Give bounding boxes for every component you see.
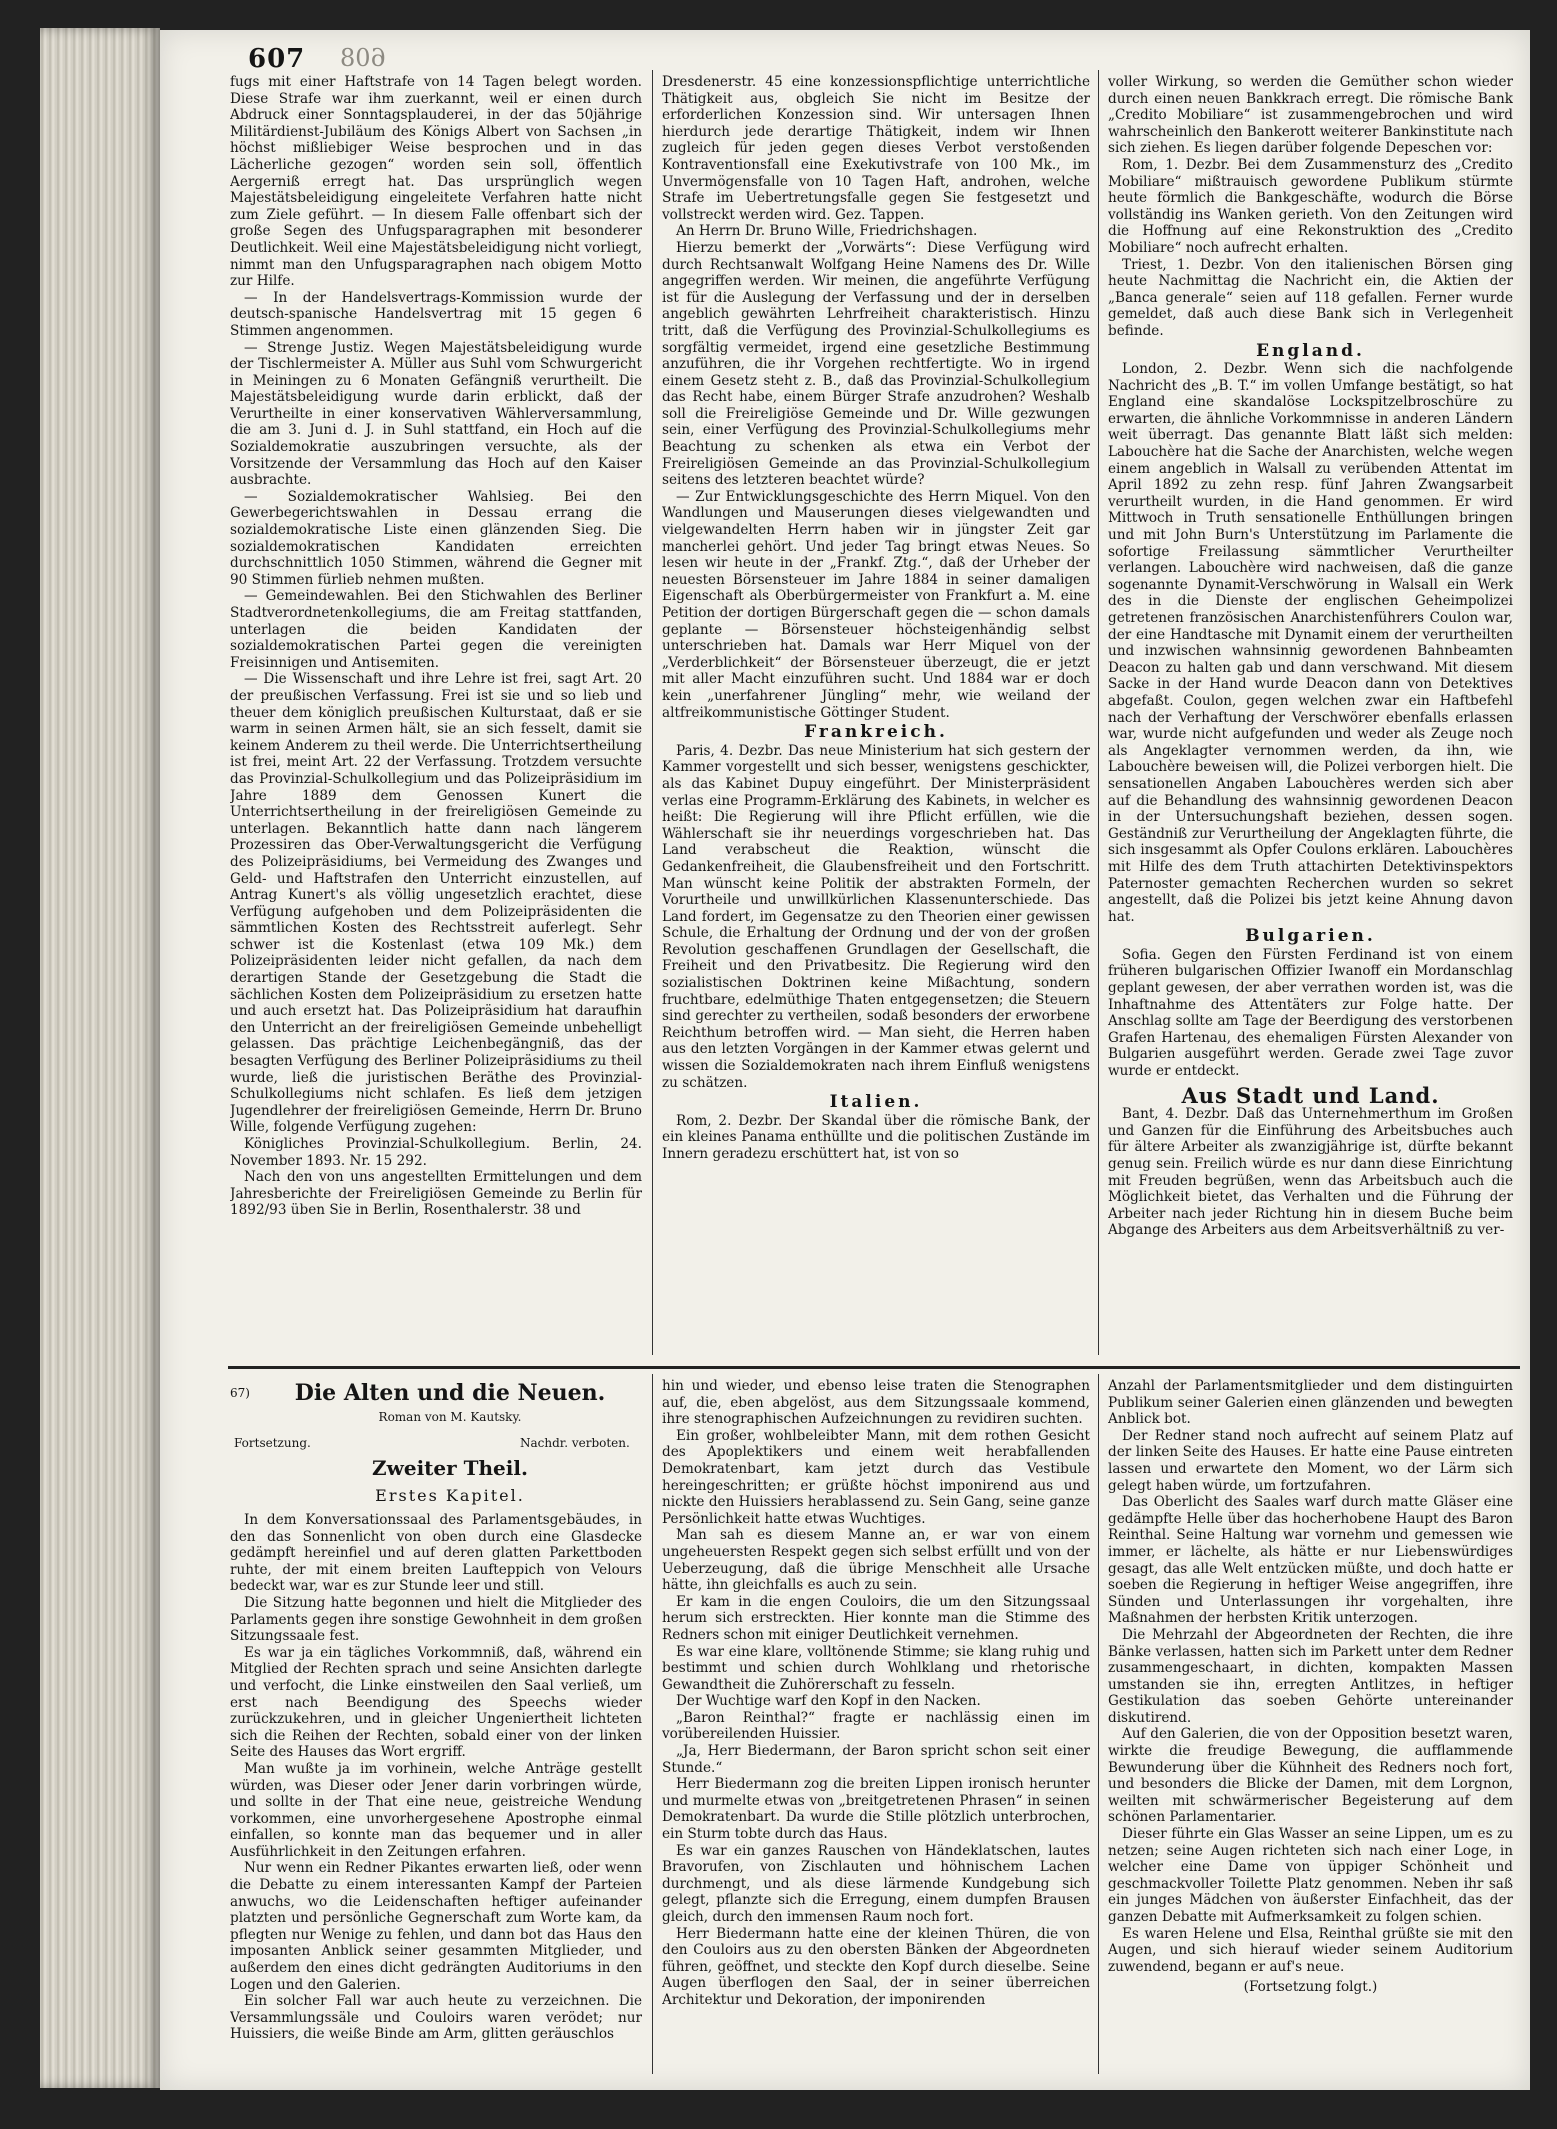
- installment-number: 67): [230, 1386, 250, 1400]
- paragraph: „Baron Reinthal?“ fragte er nachlässig einen im vorübereilenden Huissier.: [662, 1709, 1090, 1743]
- end-note: (Fortsetzung folgt.): [1243, 1979, 1378, 1996]
- paragraph: Es waren Helene und Elsa, Reinthal grüßte sie mit den Augen, und sich hierauf wieder seinem Auditorium zuwendend, begann er auf's neue.: [1108, 1925, 1513, 1975]
- feuilleton-title: Die Alten und die Neuen.: [294, 1380, 606, 1406]
- paragraph: Er kam in die engen Couloirs, die um den Sitzungssaal herum sich erstreckten. Hier konnte man die Stimme des Redners schon mit einiger Deutlichkeit vernehmen.: [662, 1593, 1090, 1643]
- paragraph: — Sozialdemokratischer Wahlsieg. Bei den Gewerbegerichtswahlen in Dessau errang die sozialdemokratische Liste einen glänzenden Sieg. Die sozialdemokratischen Kandidaten erreichten durchschnittlich 1050 Stimmen, während die Gegner mit 90 Stimmen fürlieb nehmen mußten.: [230, 488, 642, 588]
- paragraph: Anzahl der Parlamentsmitglieder und dem distinguirten Publikum seiner Galerien einen glänzenden und bewegten Anblick bot.: [1108, 1378, 1513, 1428]
- paragraph: voller Wirkung, so werden die Gemüther schon wieder durch einen neuen Bankkrach erregt. Die römische Bank „Credito Mobiliare“ ist zusammengebrochen und wird wahrscheinlich den Bankerott weiterer Bankinstitute nach sich ziehen. Es liegen darüber folgende Depeschen vor:: [1108, 74, 1513, 157]
- paragraph: Paris, 4. Dezbr. Das neue Ministerium hat sich gestern der Kammer vorgestellt und sich besser, wenigstens geschickter, als das Kabinet Dupuy eingeführt. Der Ministerpräsident verlas eine Programm-Erklärung des Kabinets, in welcher es heißt: Die Regierung will ihre Pflicht erfüllen, wie die Wählerschaft sie ihr neuerdings vorgeschrieben hat. Das Land verabscheut die Reaktion, wünscht die Gedankenfreiheit, die Glaubensfreiheit und den Fortschritt. Man wünscht keine Politik der abstrakten Formeln, der Vorurtheile und unwillkürlichen Klassenunterschiede. Das Land fordert, im Gegensatze zu den Theorien einer gewissen Schule, die Erhaltung der Ordnung und der von der großen Revolution geschaffenen Grundlagen der Gesellschaft, die Freiheit und den Privatbesitz. Die Regierung wird den sozialistischen Doktrinen keine Mißachtung, sondern fruchtbare, edelmüthige Thaten entgegensetzen; die Steuern sind gerechter zu vertheilen, sodaß besonders der erworbene Reichthum betroffen wird. — Man sieht, die Herren haben aus den letzten Vorgängen in der Kammer etwas gelernt und wissen die Sozialdemokraten nach ihrem Einfluß wenigstens zu schätzen.: [662, 742, 1090, 1091]
- mirrored-page-number: 608: [340, 44, 386, 72]
- newspaper-page: [160, 30, 1530, 2090]
- paragraph: Ein großer, wohlbeleibter Mann, mit dem rothen Gesicht des Apoplektikers und einem weit herabfallenden Demokratenbart, kam jetzt durch das Vestibule hereingeschritten; er grüßte höchst imponirend aus und nickte den Huissiers herablassend zu. Sein Gang, seine ganze Persönlichkeit hatte etwas Wuchtiges.: [662, 1427, 1090, 1527]
- paragraph: Herr Biedermann zog die breiten Lippen ironisch herunter und murmelte etwas von „breitgetretenen Phrasen“ in seinen Demokratenbart. Da wurde die Stille plötzlich unterbrochen, ein Sturm tobte durch das Haus.: [662, 1776, 1090, 1843]
- paragraph: Sofia. Gegen den Fürsten Ferdinand ist von einem früheren bulgarischen Offizier Iwanoff ein Mordanschlag geplant gewesen, der aber verrathen worden ist, was die Inhaftnahme des Attentäters zur Folge hatte. Der Anschlag sollte am Tage der Beerdigung des verstorbenen Grafen Hartenau, des ehemaligen Fürsten Alexander von Bulgarien ausgeführt werden. Gerade zwei Tage zuvor wurde er entdeckt.: [1108, 946, 1513, 1080]
- paragraph: Man wußte ja im vorhinein, welche Anträge gestellt würden, was Dieser oder Jener darin vorbringen würde, und sollte in der That eine neue, geistreiche Wendung vorkommen, eine unvorhergesehene Apostrophe einmal einfallen, so konnte man das bequemer und in aller Ausführlichkeit in den Zeitungen erfahren.: [230, 1760, 642, 1860]
- feuilleton-author: Roman von M. Kautsky.: [378, 1410, 522, 1424]
- paragraph: — Zur Entwicklungsgeschichte des Herrn Miquel. Von den Wandlungen und Mauserungen dieses vielgewandten und vielgewandelten Herrn haben wir in jüngster Zeit gar mancherlei gehört. Und jeder Tag bringt etwas Neues. So lesen wir heute in der „Frankf. Ztg.“, daß der Urheber der neuesten Börsensteuer im Jahre 1884 in seiner damaligen Eigenschaft als Oberbürgermeister von Frankfurt a. M. eine Petition der dortigen Bürgerschaft gegen die — schon damals geplante — Börsensteuer höchsteigenhändig selbst unterschrieben hat. Damals war Herr Miquel von der „Verderblichkeit“ der Börsensteuer überzeugt, die er jetzt mit aller Macht einzuführen sucht. Und 1884 war er doch kein „unerfahrener Jüngling“ mehr, wie weiland der altfreikommunistische Göttinger Student.: [662, 488, 1090, 721]
- rights-notice: Nachdr. verboten.: [520, 1436, 630, 1450]
- column-rule: [1098, 1374, 1099, 2074]
- section-heading-italien: Italien.: [829, 1092, 923, 1113]
- paragraph: Es war eine klare, volltönende Stimme; sie klang ruhig und bestimmt und schien durch Wohlklang und rhetorische Gewandtheit die Zuhörerschaft zu fesseln.: [662, 1643, 1090, 1693]
- paragraph: Die Mehrzahl der Abgeordneten der Rechten, die ihre Bänke verlassen, hatten sich im Parkett unter dem Redner zusammengeschaart, in dichten, kompakten Massen umstanden sie ihn, erregten Antlitzes, in heftiger Gestikulation das soeben Gehörte untereinander diskutirend.: [1108, 1626, 1513, 1726]
- paragraph: Es war ja ein tägliches Vorkommniß, daß, während ein Mitglied der Rechten sprach und seine Ansichten darlegte und verfocht, die Linke einstweilen den Saal verließ, um erst nach Beendigung des Speechs wieder zurückzukehren, und in gleicher Ungeniertheit lichteten sich die Reihen der Rechten, sobald einer von der linken Seite des Hauses das Wort ergriff.: [230, 1644, 642, 1761]
- paragraph: Der Redner stand noch aufrecht auf seinem Platz auf der linken Seite des Hauses. Er hatte eine Pause eintreten lassen und erwartete den Moment, wo der Lärm sich gelegt haben würde, um fortzufahren.: [1108, 1427, 1513, 1494]
- paragraph: Königliches Provinzial-Schulkollegium. Berlin, 24. November 1893. Nr. 15 292.: [230, 1136, 642, 1169]
- news-column-3: [1108, 74, 1513, 1359]
- paragraph: Man sah es diesem Manne an, er war von einem ungeheuersten Respekt gegen sich selbst erfüllt und von der Ueberzeugung, daß die übrige Menschheit alle Ursache hätte, ihn gleichfalls es auch zu sein.: [662, 1527, 1090, 1594]
- news-column-1: [230, 74, 642, 1359]
- paragraph: Ein solcher Fall war auch heute zu verzeichnen. Die Versammlungssäle und Couloirs waren verödet; nur Huissiers, die weiße Binde am Arm, glitten geräuschlos: [230, 1993, 642, 2043]
- paragraph: Dresdenerstr. 45 eine konzessionspflichtige unterrichtliche Thätigkeit aus, obgleich Sie nicht im Besitze der erforderlichen Konzession sind. Wir untersagen Ihnen hierdurch jede derartige Thätigkeit, indem wir Ihnen zugleich für jeden gegen dieses Verbot verstoßenden Kontraventionsfall eine Exekutivstrafe von 100 Mk., im Unvermögensfalle von 10 Tagen Haft, androhen, welche Strafe im Uebertretungsfalle gegen Sie festgesetzt und vollstreckt werden wird. Gez. Tappen.: [662, 74, 1090, 223]
- chapter-heading: Erstes Kapitel.: [375, 1486, 525, 1505]
- section-heading-aus-stadt-und-land: Aus Stadt und Land.: [1181, 1082, 1440, 1108]
- paragraph: Es war ein ganzes Rauschen von Händeklatschen, lautes Bravorufen, von Zischlauten und höhnischem Lachen durchmengt, und als diese lärmende Kundgebung sich gelegt, pflanzte sich die Erregung, einem dumpfen Brausen gleich, durch den immensen Raum noch fort.: [662, 1842, 1090, 1925]
- paragraph: Auf den Galerien, die von der Opposition besetzt waren, wirkte die freudige Bewegung, die aufflammende Bewunderung über die Kühnheit des Redners noch fort, und besonders die Blicke der Damen, mit dem Lorgnon, weilten mit schwärmerischer Begeisterung auf dem schönen Parlamentarier.: [1108, 1726, 1513, 1826]
- paragraph: — In der Handelsvertrags-Kommission wurde der deutsch-spanische Handelsvertrag mit 15 gegen 6 Stimmen angenommen.: [230, 289, 642, 339]
- column-rule: [652, 70, 653, 1355]
- feuilleton-column-1: [230, 1512, 642, 2082]
- paragraph: In dem Konversationssaal des Parlamentsgebäudes, in den das Sonnenlicht von oben durch eine Glasdecke gedämpft hereinfiel und auf deren glatten Parkettboden ruhte, der mit einem breiten Laufteppich von Velours bedeckt war, war es zur Stunde leer und still.: [230, 1512, 642, 1595]
- paragraph: Die Sitzung hatte begonnen und hielt die Mitglieder des Parlaments gegen ihre sonstige Gewohnheit in dem großen Sitzungssaale fest.: [230, 1594, 642, 1645]
- paragraph: Dieser führte ein Glas Wasser an seine Lippen, um es zu netzen; seine Augen richteten sich nach einer Loge, in welcher eine Dame von üppiger Schönheit und geschmackvoller Toilette Platz genommen. Neben ihr saß ein junges Mädchen von äußerster Einfachheit, das der ganzen Debatte mit Aufmerksamkeit zu folgen schien.: [1108, 1826, 1513, 1925]
- paragraph: London, 2. Dezbr. Wenn sich die nachfolgende Nachricht des „B. T.“ im vollen Umfange bestätigt, so hat England eine skandalöse Lockspitzelbroschüre zu erwarten, die ähnliche Vorkommnisse in anderen Ländern weit überragt. Das genannte Blatt läßt sich melden: Labouchère hat die Sache der Anarchisten, welche wegen einem angeblich in Walsall zu verübenden Attentat im April 1892 zu zehn resp. fünf Jahren Zwangsarbeit verurtheilt wurden, in die Hand genommen. Er wird Mittwoch in Truth sensationelle Enthüllungen bringen und mit John Burn's Unterstützung im Parlamente die sofortige Freilassung sämmtlicher Verurtheilter verlangen. Labouchère wird nachweisen, daß die ganze sogenannte Dynamit-Verschwörung in Walsall ein Werk des in die Dienste der englischen Geheimpolizei getretenen französischen Anarchistenführers Coulon war, der eine Handtasche mit Dynamit einem der verurtheilten und inzwischen wahnsinnig gewordenen Bahnbeamten Deacon zu halten gab und dann verschwand. Mit diesem Sacke in der Hand wurde Deacon dann von Detektives abgefaßt. Coulon, gegen welchen zwar ein Haftbefehl nach der Verhaftung der Verschwörer ebenfalls erlassen war, wurde nicht aufgefunden und weder als Zeuge noch als Angeklagter vernommen werden, da ihn, wie Labouchère beweisen will, die Polizei verborgen hielt. Die sensationellen Angaben Labouchères werden sich aber auf die Behandlung des wahnsinnig gewordenen Deacon in der Untersuchungshaft beziehen, dessen sogen. Geständniß zur Verurtheilung der Angeklagten führte, die sich insgesammt als Opfer Coulons erklären. Labouchères mit Hilfe des dem Truth attachirten Detektivinspektors Paternoster gemachten Recherchen wurden so sekret angestellt, daß die Polizei bis jetzt keine Ahnung davon hat.: [1108, 361, 1513, 925]
- paragraph: Bant, 4. Dezbr. Daß das Unternehmerthum im Großen und Ganzen für die Einführung des Arbeitsbuches auch für ältere Arbeiter als zwanzigjährige ist, dürfte bekannt genug sein. Freilich würde es nur dann diese Einrichtung mit Freuden begrüßen, wenn das Arbeitsbuch auch die Möglichkeit bietet, das Verhalten und die Führung der Arbeiter nach jeder Richtung hin in diesem Buche beim Abgange des Arbeiters aus dem Arbeitsverhältniß zu ver-: [1108, 1106, 1513, 1239]
- paragraph: An Herrn Dr. Bruno Wille, Friedrichshagen.: [676, 223, 978, 240]
- part-heading: Zweiter Theil.: [372, 1456, 528, 1480]
- paragraph: Rom, 1. Dezbr. Bei dem Zusammensturz des „Credito Mobiliare“ mißtrauisch gewordene Publikum stürmte heute förmlich die Bankgeschäfte, wodurch die Börse vollständig ins Wanken gerieth. Von den Zeitungen wird die Hoffnung auf eine Rekonstruktion des „Credito Mobiliare“ noch aufrecht erhalten.: [1108, 156, 1513, 256]
- section-heading-frankreich: Frankreich.: [804, 722, 948, 743]
- section-heading-england: England.: [1256, 340, 1365, 361]
- paragraph: fugs mit einer Haftstrafe von 14 Tagen belegt worden. Diese Strafe war ihm zuerkannt, weil er einen durch Abdruck einer Sonntagsplauderei, in der das 50jährige Militärdienst-Jubiläum des Königs Albert von Sachsen „in höchst mißliebiger Weise besprochen und in das Lächerliche gezogen“ worden sein soll, öffentlich Aergerniß erregt hat. Das ursprünglich wegen Majestätsbeleidigung eingeleitete Verfahren hatte nicht zum Ziele geführt. — In diesem Falle offenbart sich der große Segen des Unfugsparagraphen mit besonderer Deutlichkeit. Weil eine Majestätsbeleidigung nicht vorliegt, nimmt man den Unfugsparagraphen nach obigem Motto zur Hilfe.: [230, 74, 642, 290]
- paragraph: „Ja, Herr Biedermann, der Baron spricht schon seit einer Stunde.“: [662, 1743, 1090, 1776]
- continuation-label: Fortsetzung.: [234, 1436, 311, 1450]
- paragraph: hin und wieder, und ebenso leise traten die Stenographen auf, die, eben abgelöst, aus dem Sitzungssaale kommend, ihre stenographischen Aufzeichnungen zu revidiren suchten.: [662, 1378, 1090, 1428]
- column-rule: [652, 1374, 653, 2074]
- paragraph: Nur wenn ein Redner Pikantes erwarten ließ, oder wenn die Debatte zu einem interessanten Kampf der Parteien anwuchs, wo die Leidenschaften heftiger aufeinander platzten und persönliche Gegnerschaft zum Worte kam, da pflegten nur Wenige zu fehlen, und dann bot das Haus den imposanten Anblick seiner gesammten Mitglieder, und außerdem den eines dicht gedrängten Auditoriums in den Logen und den Galerien.: [230, 1860, 642, 1993]
- paragraph: Der Wuchtige warf den Kopf in den Nacken.: [676, 1693, 981, 1710]
- paragraph: Triest, 1. Dezbr. Von den italienischen Börsen ging heute Nachmittag die Nachricht ein, die Aktien der „Banca generale“ seien auf 118 gefallen. Ferner wurde gemeldet, daß auch diese Bank sich in Verlegenheit befinde.: [1108, 256, 1513, 339]
- page-number: 607: [248, 44, 306, 74]
- paragraph: Nach den von uns angestellten Ermittelungen und dem Jahresberichte der Freireligiösen Gemeinde zu Berlin für 1892/93 üben Sie in Berlin, Rosenthalerstr. 38 und: [230, 1169, 642, 1219]
- paragraph: — Gemeindewahlen. Bei den Stichwahlen des Berliner Stadtverordnetenkollegiums, die am Freitag stattfanden, unterlagen die beiden Kandidaten der sozialdemokratischen Partei gegen die vereinigten Freisinnigen und Antisemiten.: [230, 588, 642, 671]
- paragraph: Rom, 2. Dezbr. Der Skandal über die römische Bank, der ein kleines Panama enthüllte und die politischen Zustände im Innern geradezu erschüttert hat, ist von so: [662, 1112, 1090, 1162]
- paragraph: Herr Biedermann hatte eine der kleinen Thüren, die von den Couloirs aus zu den obersten Bänken der Abgeordneten führen, geöffnet, und steckte den Kopf durch dieselbe. Seine Augen überflogen den Saal, der in seiner überreichen Architektur und Dekoration, der imponirenden: [662, 1925, 1090, 2008]
- section-heading-bulgarien: Bulgarien.: [1245, 926, 1376, 947]
- paragraph: — Strenge Justiz. Wegen Majestätsbeleidigung wurde der Tischlermeister A. Müller aus Suhl vom Schwurgericht in Meiningen zu 6 Monaten Gefängniß verurtheilt. Die Majestätsbeleidigung wurde darin erblickt, daß der Verurtheilte in einer konservativen Wählerversammlung, die am 3. Juni d. J. in Suhl stattfand, ein Hoch auf die Sozialdemokratie auszubringen versuchte, als der Vorsitzende der Versammlung das Hoch auf den Kaiser ausbrachte.: [230, 339, 642, 489]
- feuilleton-column-3: [1108, 1378, 1513, 2082]
- feuilleton-column-2: [662, 1378, 1090, 2082]
- paragraph: Hierzu bemerkt der „Vorwärts“: Diese Verfügung wird durch Rechtsanwalt Wolfgang Heine Namens des Dr. Wille angegriffen werden. Wir meinen, die angeführte Verfügung ist für die Auslegung der Verfassung und der in derselben angeblich gewährten Lehrfreiheit charakteristisch. Hinzu tritt, daß die Verfügung des Provinzial-Schulkollegiums es sorgfältig vermeidet, irgend eine gesetzliche Bestimmung anzuführen, die ihr Vorgehen rechtfertigte. Wo in irgend einem Gesetz steht z. B., daß das Provinzial-Schulkollegium das Recht habe, einem Bürger Strafe anzudrohen? Weshalb soll die Freireligiöse Gemeinde und Dr. Wille gezwungen sein, einer Verfügung des Provinzial-Schulkollegiums mehr Beachtung zu schenken als etwa ein Verbot der Freireligiösen Gemeinde an das Provinzial-Schulkollegium seitens des letzteren beachtet würde?: [662, 239, 1090, 489]
- news-column-2: [662, 74, 1090, 1359]
- paragraph: — Die Wissenschaft und ihre Lehre ist frei, sagt Art. 20 der preußischen Verfassung. Frei ist sie und so lieb und theuer dem königlich preußischen Kulturstaat, daß er sie warm in seinen Armen hält, sie an sich fesselt, damit sie keinem Anderem zu theil werde. Die Unterrichtsertheilung ist frei, meint Art. 22 der Verfassung. Trotzdem versuchte das Provinzial-Schulkollegium und das Polizeipräsidium im Jahre 1889 dem Genossen Kunert die Unterrichtsertheilung in der freireligiösen Gemeinde zu unterlagen. Bekanntlich hatte dann nach längerem Prozessiren das Ober-Verwaltungsgericht die Verfügung des Polizeipräsidiums, bei Vermeidung des Zwanges und Geld- und Haftstrafen den Unterricht einzustellen, auf Antrag Kunert's als völlig ungesetzlich erachtet, diese Verfügung aufgehoben und dem Polizeipräsidenten die sämmtlichen Kosten des Rechtsstreit auferlegt. Sehr schwer ist die Kostenlast (etwa 109 Mk.) dem Polizeipräsidenten leider nicht gefallen, da nach dem derartigen Stande der Gesetzgebung die Stadt die sächlichen Kosten dem Polizeipräsidium zu ersetzen hatte und auch ersetzt hat. Das Polizeipräsidium hat daraufhin den Unterricht an der freireligiösen Gemeinde unbehelligt gelassen. Das prächtige Leichenbegängniß, das der besagten Verfügung des Berliner Polizeipräsidiums zu theil wurde, ließ die juristischen Beräthe des Provinzial-Schulkollegiums nicht schlafen. Es ließ dem jetzigen Jugendlehrer der freireligiösen Gemeinde, Herrn Dr. Bruno Wille, folgende Verfügung zugehen:: [230, 671, 642, 1136]
- paragraph: Das Oberlicht des Saales warf durch matte Gläser eine gedämpfte Helle über das hocherhobene Haupt des Baron Reinthal. Seine Haltung war vornehm und gemessen wie immer, er lächelte, als hätte er nur Liebenswürdiges gesagt, das alle Welt entzücken müßte, und doch hatte er soeben die Regierung in heftiger Weise angegriffen, ihre Sünden und Unterlassungen ihr vorgehalten, ihre Maßnahmen der herbsten Kritik unterzogen.: [1108, 1494, 1513, 1627]
- book-binding-edge: [40, 28, 160, 2088]
- feuilleton-separator: [228, 1366, 1520, 1369]
- column-rule: [1098, 70, 1099, 1355]
